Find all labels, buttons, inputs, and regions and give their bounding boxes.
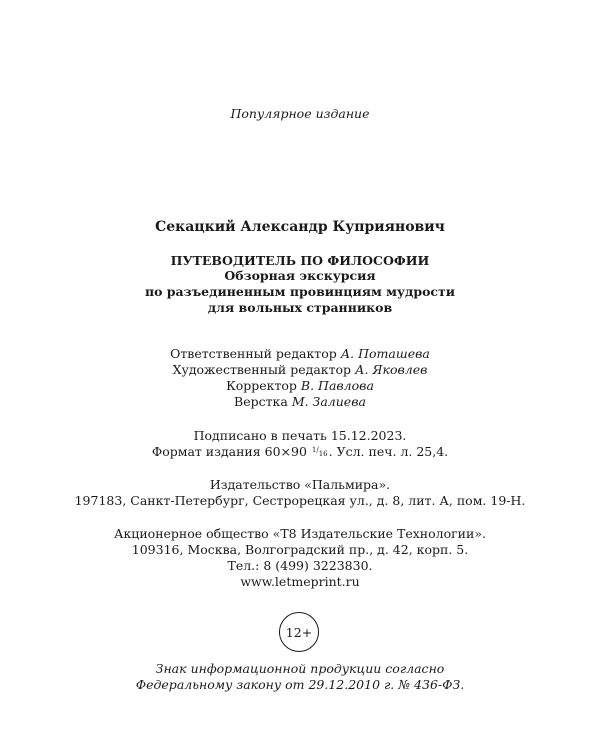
printer-name: Акционерное общество «Т8 Издательские Технологии». <box>114 526 486 541</box>
book-subtitle-line-1: Обзорная экскурсия <box>224 268 376 283</box>
credit-name: М. Залиева <box>291 394 366 409</box>
credit-name: А. Яковлев <box>355 362 428 377</box>
format-suffix: . Усл. печ. л. 25,4. <box>328 444 449 459</box>
print-format <box>0 444 600 462</box>
printer-address: 109316, Москва, Волгоградский пр., д. 42, корп. 5. <box>131 542 469 557</box>
credit-line-layout <box>0 394 600 410</box>
credit-line-editor <box>0 346 600 362</box>
credit-line-proofreader <box>0 378 600 394</box>
edition-type: Популярное издание <box>230 106 370 121</box>
credit-name: В. Павлова <box>300 378 374 393</box>
book-subtitle-line-2: по разъединенным провинциям мудрости <box>144 284 456 299</box>
publisher-name: Издательство «Пальмира». <box>209 477 391 492</box>
law-notice-line-1: Знак информационной продукции согласно <box>155 661 445 676</box>
law-notice-line-2: Федеральному закону от 29.12.2010 г. № 436-ФЗ. <box>135 677 465 692</box>
format-fraction-denominator: 16 <box>318 450 328 458</box>
credit-role: Ответственный редактор <box>170 346 337 361</box>
publisher-address: 197183, Санкт-Петербург, Сестрорецкая ул., д. 8, лит. А, пом. 19-Н. <box>74 493 526 508</box>
author-name: Секацкий Александр Куприянович <box>155 219 445 235</box>
credit-name: А. Поташева <box>340 346 430 361</box>
age-rating-text: 12+ <box>285 624 313 640</box>
book-title: ПУТЕВОДИТЕЛЬ ПО ФИЛОСОФИИ <box>170 253 430 268</box>
format-prefix: Формат издания 60×90 <box>151 444 307 459</box>
credit-line-art-editor <box>0 362 600 378</box>
format-fraction-numerator: 1 <box>311 446 317 454</box>
printer-website: www.letmeprint.ru <box>240 574 360 589</box>
credit-role: Художественный редактор <box>172 362 352 377</box>
age-rating-badge <box>279 612 319 652</box>
credit-role: Корректор <box>226 378 297 393</box>
printer-phone: Тел.: 8 (499) 3223830. <box>227 558 373 573</box>
book-subtitle-line-3: для вольных странников <box>207 300 393 315</box>
print-signed-date: Подписано в печать 15.12.2023. <box>193 428 407 443</box>
format-fraction: 1/16 <box>311 446 328 458</box>
credit-role: Верстка <box>234 394 288 409</box>
